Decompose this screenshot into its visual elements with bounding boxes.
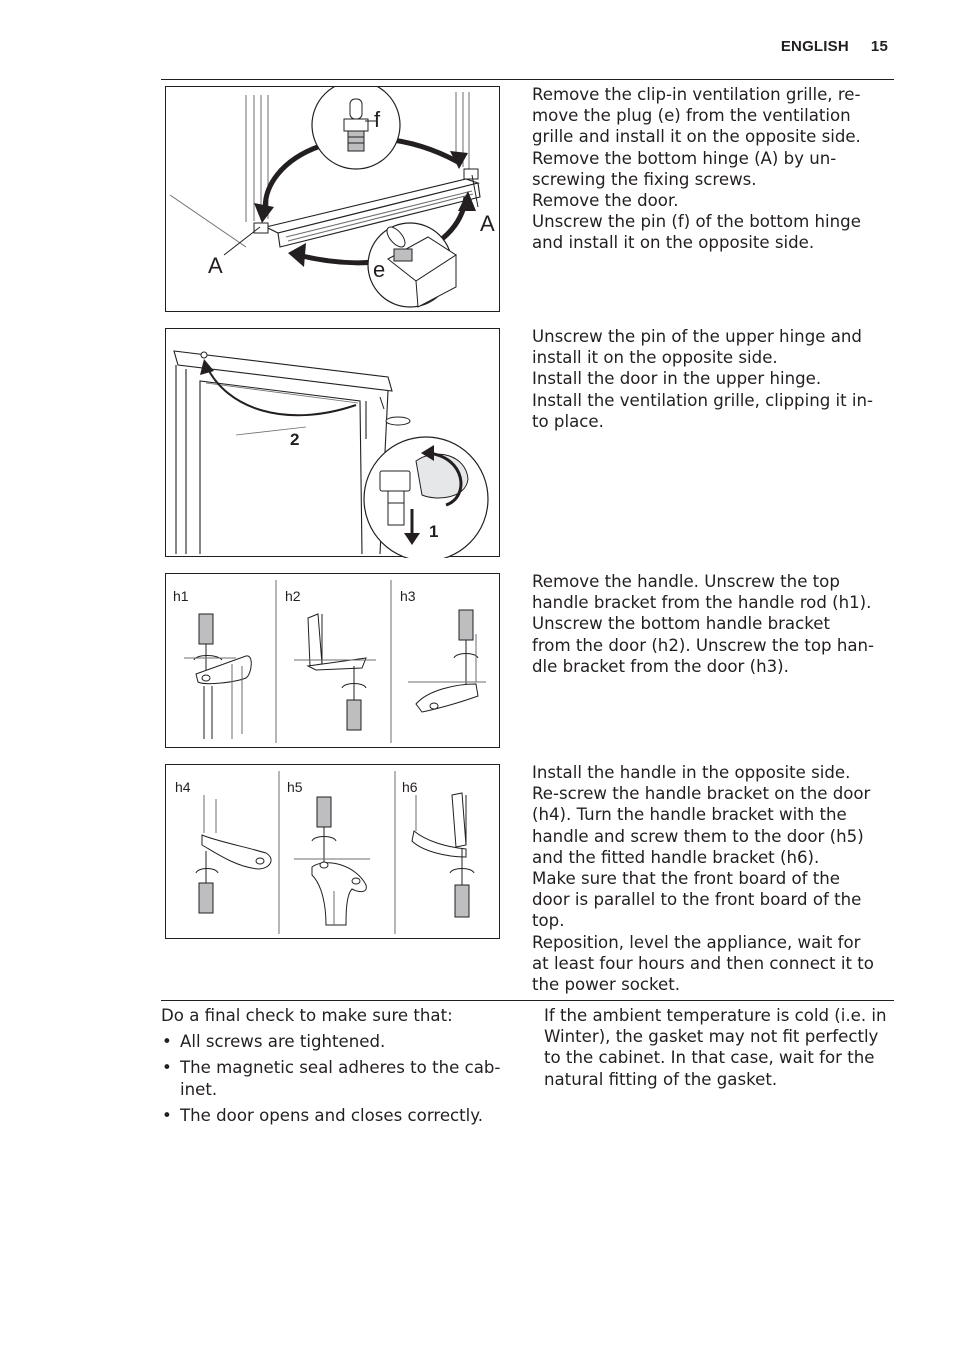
label-e: e [373, 257, 386, 282]
text-line: top. [532, 911, 565, 931]
text-line: screwing the fixing screws. [532, 169, 757, 189]
label-a-left: A [208, 253, 223, 278]
label-h2: h2 [285, 588, 301, 604]
text-line: Unscrew the pin (f) of the bottom hinge [532, 212, 861, 232]
text-line: Install the handle in the opposite side. [532, 763, 851, 782]
text-line: install it on the opposite side. [532, 348, 778, 368]
text-line: the power socket. [532, 975, 680, 995]
handle-install-illustration [166, 765, 501, 940]
figure-bottom-hinge [165, 86, 500, 312]
step-3-text [532, 571, 888, 677]
page-number: 15 [870, 38, 888, 55]
label-h5: h5 [287, 779, 303, 795]
text-line: to the cabinet. In that case, wait for the [544, 1048, 875, 1068]
text-line: natural fitting of the gasket. [544, 1069, 778, 1089]
list-item-text-cont: inet. [180, 1080, 218, 1099]
text-line: Winter), the gasket may not fit perfectly [544, 1027, 879, 1047]
text-line: (h4). Turn the handle bracket with the [532, 805, 847, 825]
text-line: Remove the door. [532, 191, 679, 211]
text-line: dle bracket from the door (h3). [532, 656, 789, 676]
bullet-symbol: • [162, 1058, 172, 1077]
label-h4: h4 [175, 779, 191, 795]
text-line: Unscrew the pin of the upper hinge and [532, 327, 862, 346]
text-line: and install it on the opposite side. [532, 233, 815, 253]
text-line: move the plug (e) from the ventilation [532, 106, 851, 126]
step-2-text [532, 326, 888, 432]
text-line: Install the door in the upper hinge. [532, 369, 822, 389]
text-line: Unscrew the bottom handle bracket [532, 614, 830, 634]
figure-upper-hinge [165, 328, 500, 557]
text-line: Remove the handle. Unscrew the top [532, 572, 840, 591]
text-line: Reposition, level the appliance, wait for [532, 932, 861, 952]
label-one: 1 [429, 522, 439, 541]
temperature-note [544, 1005, 896, 1090]
bullet-symbol: • [162, 1032, 172, 1051]
text-line: to place. [532, 411, 604, 431]
step-1-text [532, 84, 888, 254]
page-header [781, 38, 888, 55]
bottom-hinge-illustration [166, 87, 501, 313]
text-line: Make sure that the front board of the [532, 869, 841, 889]
figure-handle-removal [165, 573, 500, 748]
text-line: grille and install it on the opposite side. [532, 127, 861, 147]
step-4-text [532, 762, 888, 995]
final-check-section [161, 1005, 521, 1127]
text-line: Remove the clip-in ventilation grille, re- [532, 85, 861, 104]
label-h3: h3 [400, 588, 416, 604]
text-line: handle bracket from the handle rod (h1). [532, 593, 872, 613]
text-line: door is parallel to the front board of the [532, 890, 862, 910]
text-line: at least four hours and then connect it to [532, 953, 874, 973]
handle-removal-illustration [166, 574, 501, 749]
list-item [161, 1105, 521, 1127]
text-line: Re-screw the handle bracket on the door [532, 784, 871, 804]
top-rule [161, 79, 894, 80]
text-line: handle and screw them to the door (h5) [532, 826, 864, 846]
figure-handle-install [165, 764, 500, 939]
text-line: Remove the bottom hinge (A) by un- [532, 148, 837, 168]
list-item-text: The door opens and closes correctly. [180, 1106, 483, 1125]
text-line: If the ambient temperature is cold (i.e. in [544, 1006, 887, 1025]
label-h1: h1 [173, 588, 189, 604]
label-h6: h6 [402, 779, 418, 795]
header-language: ENGLISH [780, 38, 849, 55]
list-item-text: All screws are tightened. [180, 1032, 386, 1051]
section-rule [161, 1000, 894, 1001]
list-item [161, 1031, 521, 1053]
text-line: from the door (h2). Unscrew the top han- [532, 635, 875, 655]
text-line: Install the ventilation grille, clipping it in- [532, 390, 874, 410]
final-check-intro: Do a final check to make sure that: [161, 1006, 453, 1025]
list-item-text: The magnetic seal adheres to the cab- [180, 1058, 501, 1077]
label-two: 2 [290, 430, 300, 449]
list-item [161, 1057, 521, 1101]
bullet-symbol: • [162, 1106, 172, 1125]
label-f: f [374, 107, 381, 132]
upper-hinge-illustration [166, 329, 501, 558]
text-line: and the fitted handle bracket (h6). [532, 847, 820, 867]
label-a-right: A [480, 211, 495, 236]
